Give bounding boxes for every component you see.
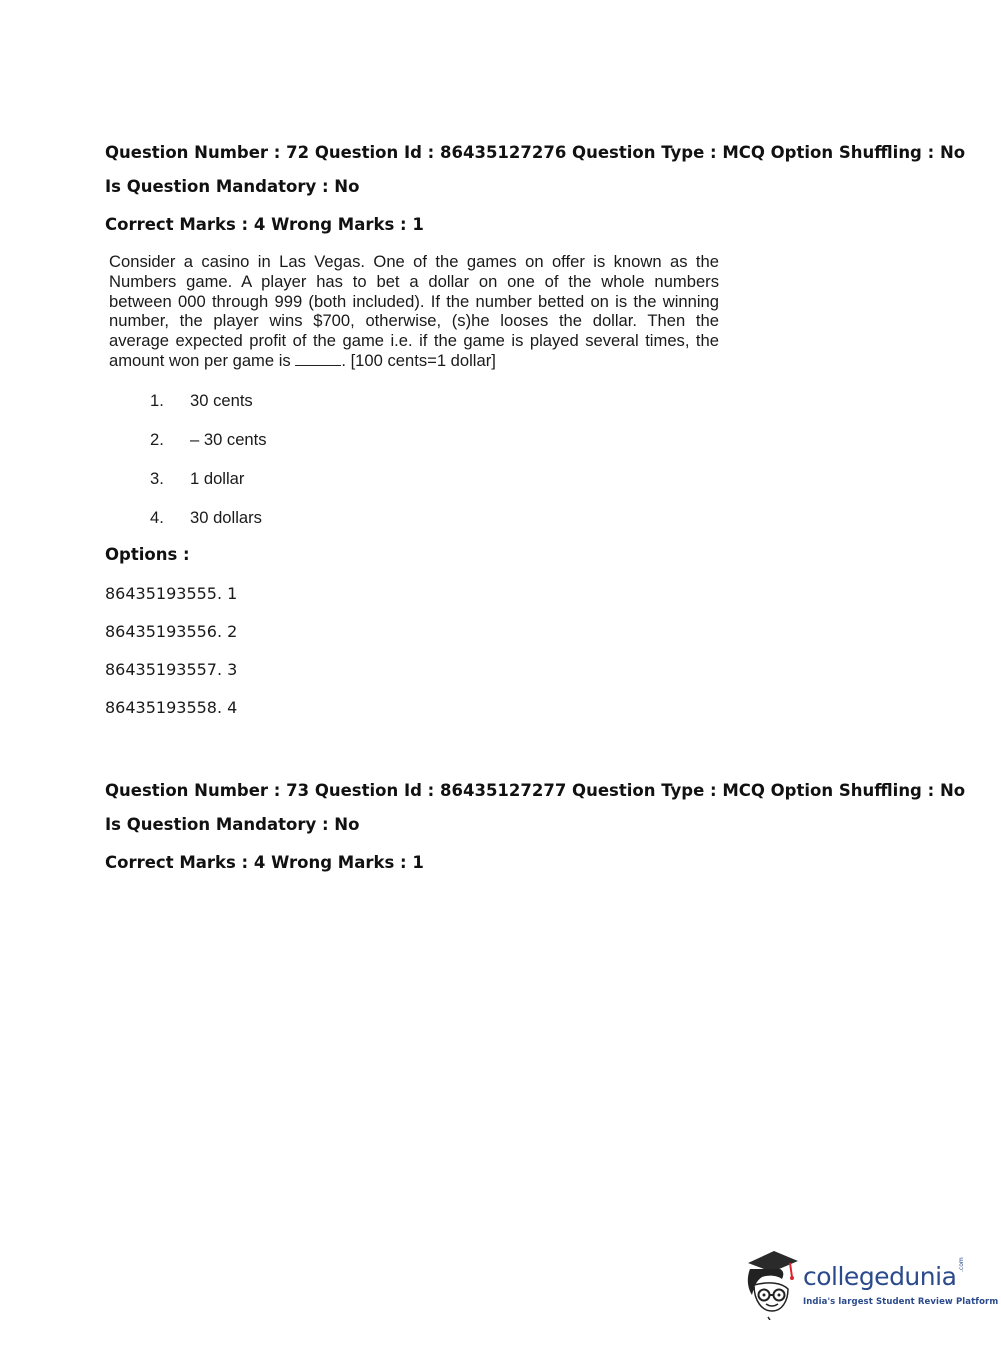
choice-text: – 30 cents: [190, 430, 267, 449]
choice-3: [150, 469, 244, 489]
logo-tagline: India's largest Student Review Platform: [803, 1297, 999, 1307]
choice-number: 4.: [150, 508, 164, 527]
q73-mandatory: Is Question Mandatory : No: [105, 815, 360, 834]
choice-4: [150, 508, 262, 528]
q73-header: Question Number : 73 Question Id : 86435127277 Question Type : MCQ Option Shuffling : No: [105, 781, 966, 800]
q72-marks: Correct Marks : 4 Wrong Marks : 1: [105, 215, 424, 234]
q72-header: Question Number : 72 Question Id : 86435127276 Question Type : MCQ Option Shuffling : No: [105, 143, 966, 162]
q72-mandatory: Is Question Mandatory : No: [105, 177, 360, 196]
stem-line: Consider a casino in Las Vegas. One of the games on offer is known as the: [109, 252, 719, 271]
choice-text: 30 cents: [190, 391, 253, 410]
choice-number: 3.: [150, 469, 164, 488]
stem-line: number, the player wins $700, otherwise, (s)he looses the dollar. Then the: [109, 311, 719, 331]
option-id-4: 86435193558. 4: [105, 698, 238, 717]
option-id-1: 86435193555. 1: [105, 584, 238, 603]
answer-blank: [295, 353, 341, 366]
stem-line-last: [109, 351, 719, 371]
choice-text: 30 dollars: [190, 508, 262, 527]
stem-line: between 000 through 999 (both included). If the number betted on is the winning: [109, 291, 719, 311]
collegedunia-logo-text: collegedunia: [803, 1262, 957, 1291]
stem-line: Numbers game. A player has to bet a dollar on one of the whole numbers: [109, 271, 719, 291]
option-id-3: 86435193557. 3: [105, 660, 238, 679]
stem-text: . [100 cents=1 dollar]: [341, 350, 496, 370]
q73-marks: Correct Marks : 4 Wrong Marks : 1: [105, 853, 424, 872]
logo-com-suffix: .com: [958, 1257, 965, 1272]
choice-text: 1 dollar: [190, 469, 245, 488]
choice-1: [150, 391, 253, 411]
choice-2: [150, 430, 267, 450]
stem-line: average expected profit of the game i.e. if the game is played several times, the: [109, 331, 719, 351]
q72-question-stem: [109, 252, 719, 371]
choice-number: 1.: [150, 391, 164, 410]
options-heading: Options :: [105, 545, 190, 564]
choice-number: 2.: [150, 430, 164, 449]
stem-text: amount won per game is: [109, 350, 291, 370]
option-id-2: 86435193556. 2: [105, 622, 238, 641]
